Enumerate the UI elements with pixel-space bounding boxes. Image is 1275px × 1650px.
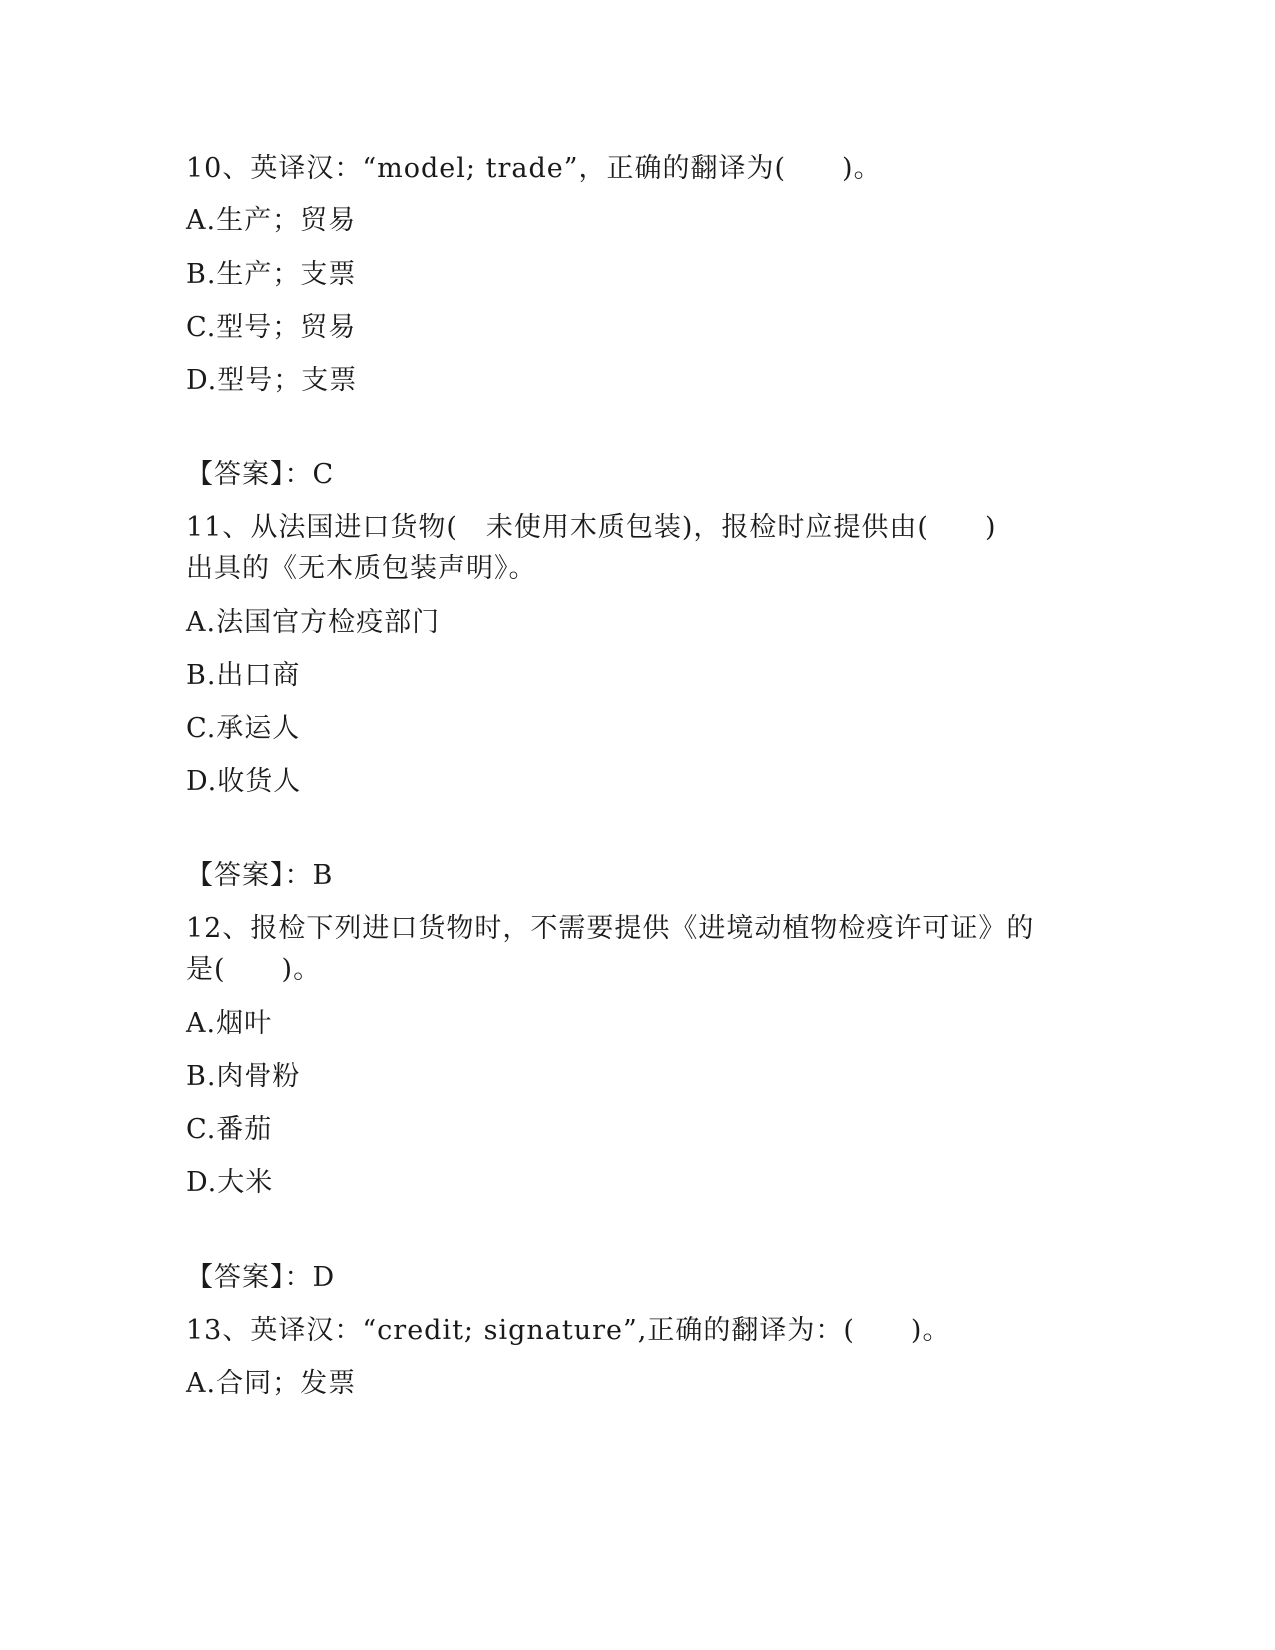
question-13-option-a: A.合同；发票 [186, 1368, 357, 1399]
question-11-option-c: C.承运人 [186, 713, 301, 744]
question-12-option-c: C.番茄 [186, 1114, 273, 1145]
question-11-stem-line-2: 出具的《无木质包装声明》。 [186, 553, 537, 584]
question-12-stem-line-2: 是( )。 [186, 954, 322, 985]
question-11-option-d: D.收货人 [186, 766, 302, 797]
question-10-stem: 10、英译汉：“model; trade”，正确的翻译为( )。 [186, 153, 882, 184]
question-10-answer: 【答案】：C [186, 459, 335, 490]
question-12-answer: 【答案】：D [186, 1262, 336, 1293]
question-11-answer: 【答案】：B [186, 860, 334, 891]
question-10-option-a: A.生产；贸易 [186, 205, 357, 236]
question-10-option-c: C.型号；贸易 [186, 312, 357, 343]
question-12-option-d: D.大米 [186, 1167, 274, 1198]
question-10-option-d: D.型号；支票 [186, 365, 358, 396]
question-12-option-a: A.烟叶 [186, 1008, 273, 1039]
question-13-stem: 13、英译汉：“credit; signature”,正确的翻译为：( )。 [186, 1315, 951, 1346]
question-11-option-b: B.出口商 [186, 660, 301, 691]
question-10-option-b: B.生产；支票 [186, 259, 357, 290]
question-11-option-a: A.法国官方检疫部门 [186, 607, 441, 638]
question-12-stem-line-1: 12、报检下列进口货物时，不需要提供《进境动植物检疫许可证》的 [186, 913, 1035, 944]
question-11-stem-line-1: 11、从法国进口货物( 未使用木质包装)，报检时应提供由( ) [186, 512, 997, 543]
question-12-option-b: B.肉骨粉 [186, 1061, 301, 1092]
